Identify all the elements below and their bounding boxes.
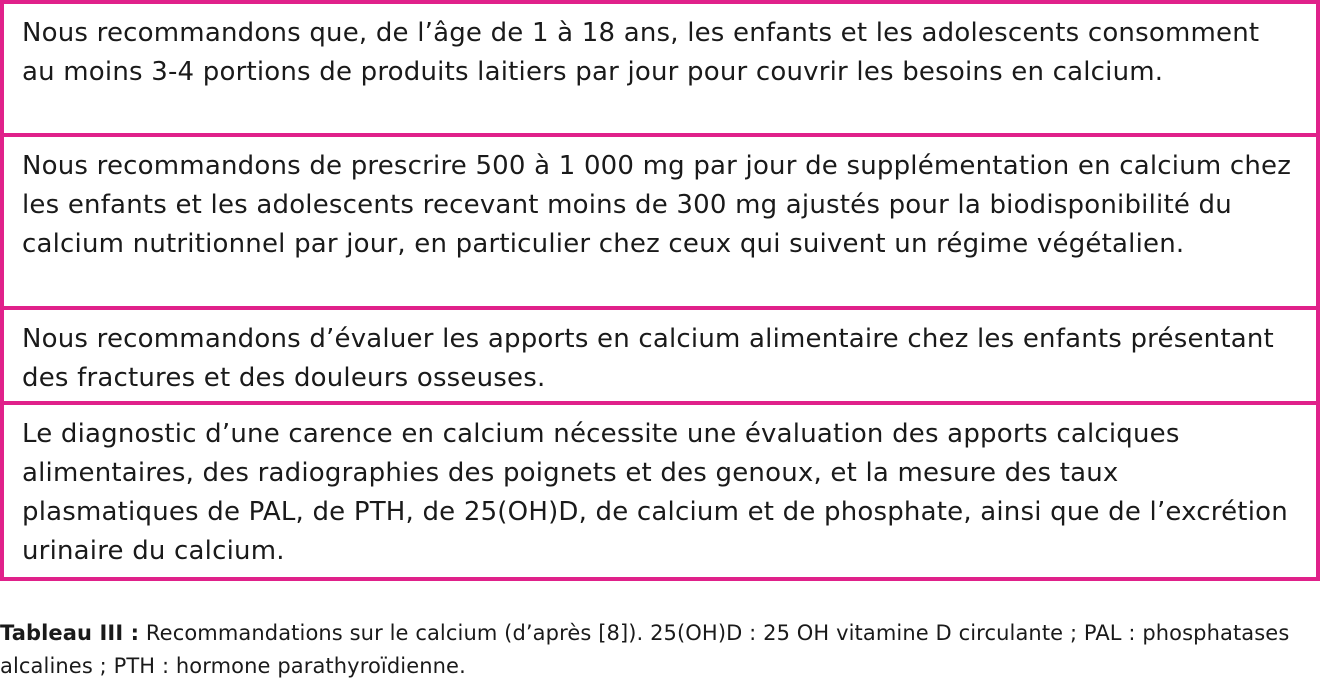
caption-text: Recommandations sur le calcium (d’après [8]). 25(OH)D : 25 OH vitamine D circulante ; PAL : phosphatases alcalines ; PTH : hormone parathyroïdienne. (0, 621, 1290, 678)
caption-label: Tableau III : (0, 621, 140, 645)
table-caption (0, 617, 1316, 683)
table-row: Nous recommandons de prescrire 500 à 1 000 mg par jour de supplémentation en calcium chez les enfants et les adolescents recevant moins de 300 mg ajustés pour la biodisponibilité du calcium nutritionnel par jour, en particulier chez ceux qui suivent un régime végétalien. (4, 137, 1316, 310)
table-row: Nous recommandons que, de l’âge de 1 à 18 ans, les enfants et les adolescents consomment au moins 3-4 portions de produits laitiers par jour pour couvrir les besoins en calcium. (4, 4, 1316, 137)
table-row: Nous recommandons d’évaluer les apports en calcium alimentaire chez les enfants présentant des fractures et des douleurs osseuses. (4, 310, 1316, 405)
table-row: Le diagnostic d’une carence en calcium nécessite une évaluation des apports calciques alimentaires, des radiographies des poignets et des genoux, et la mesure des taux plasmatiques de PAL, de PTH, de 25(OH)D, de calcium et de phosphate, ainsi que de l’excrétion urinaire du calcium. (22, 419, 1288, 566)
